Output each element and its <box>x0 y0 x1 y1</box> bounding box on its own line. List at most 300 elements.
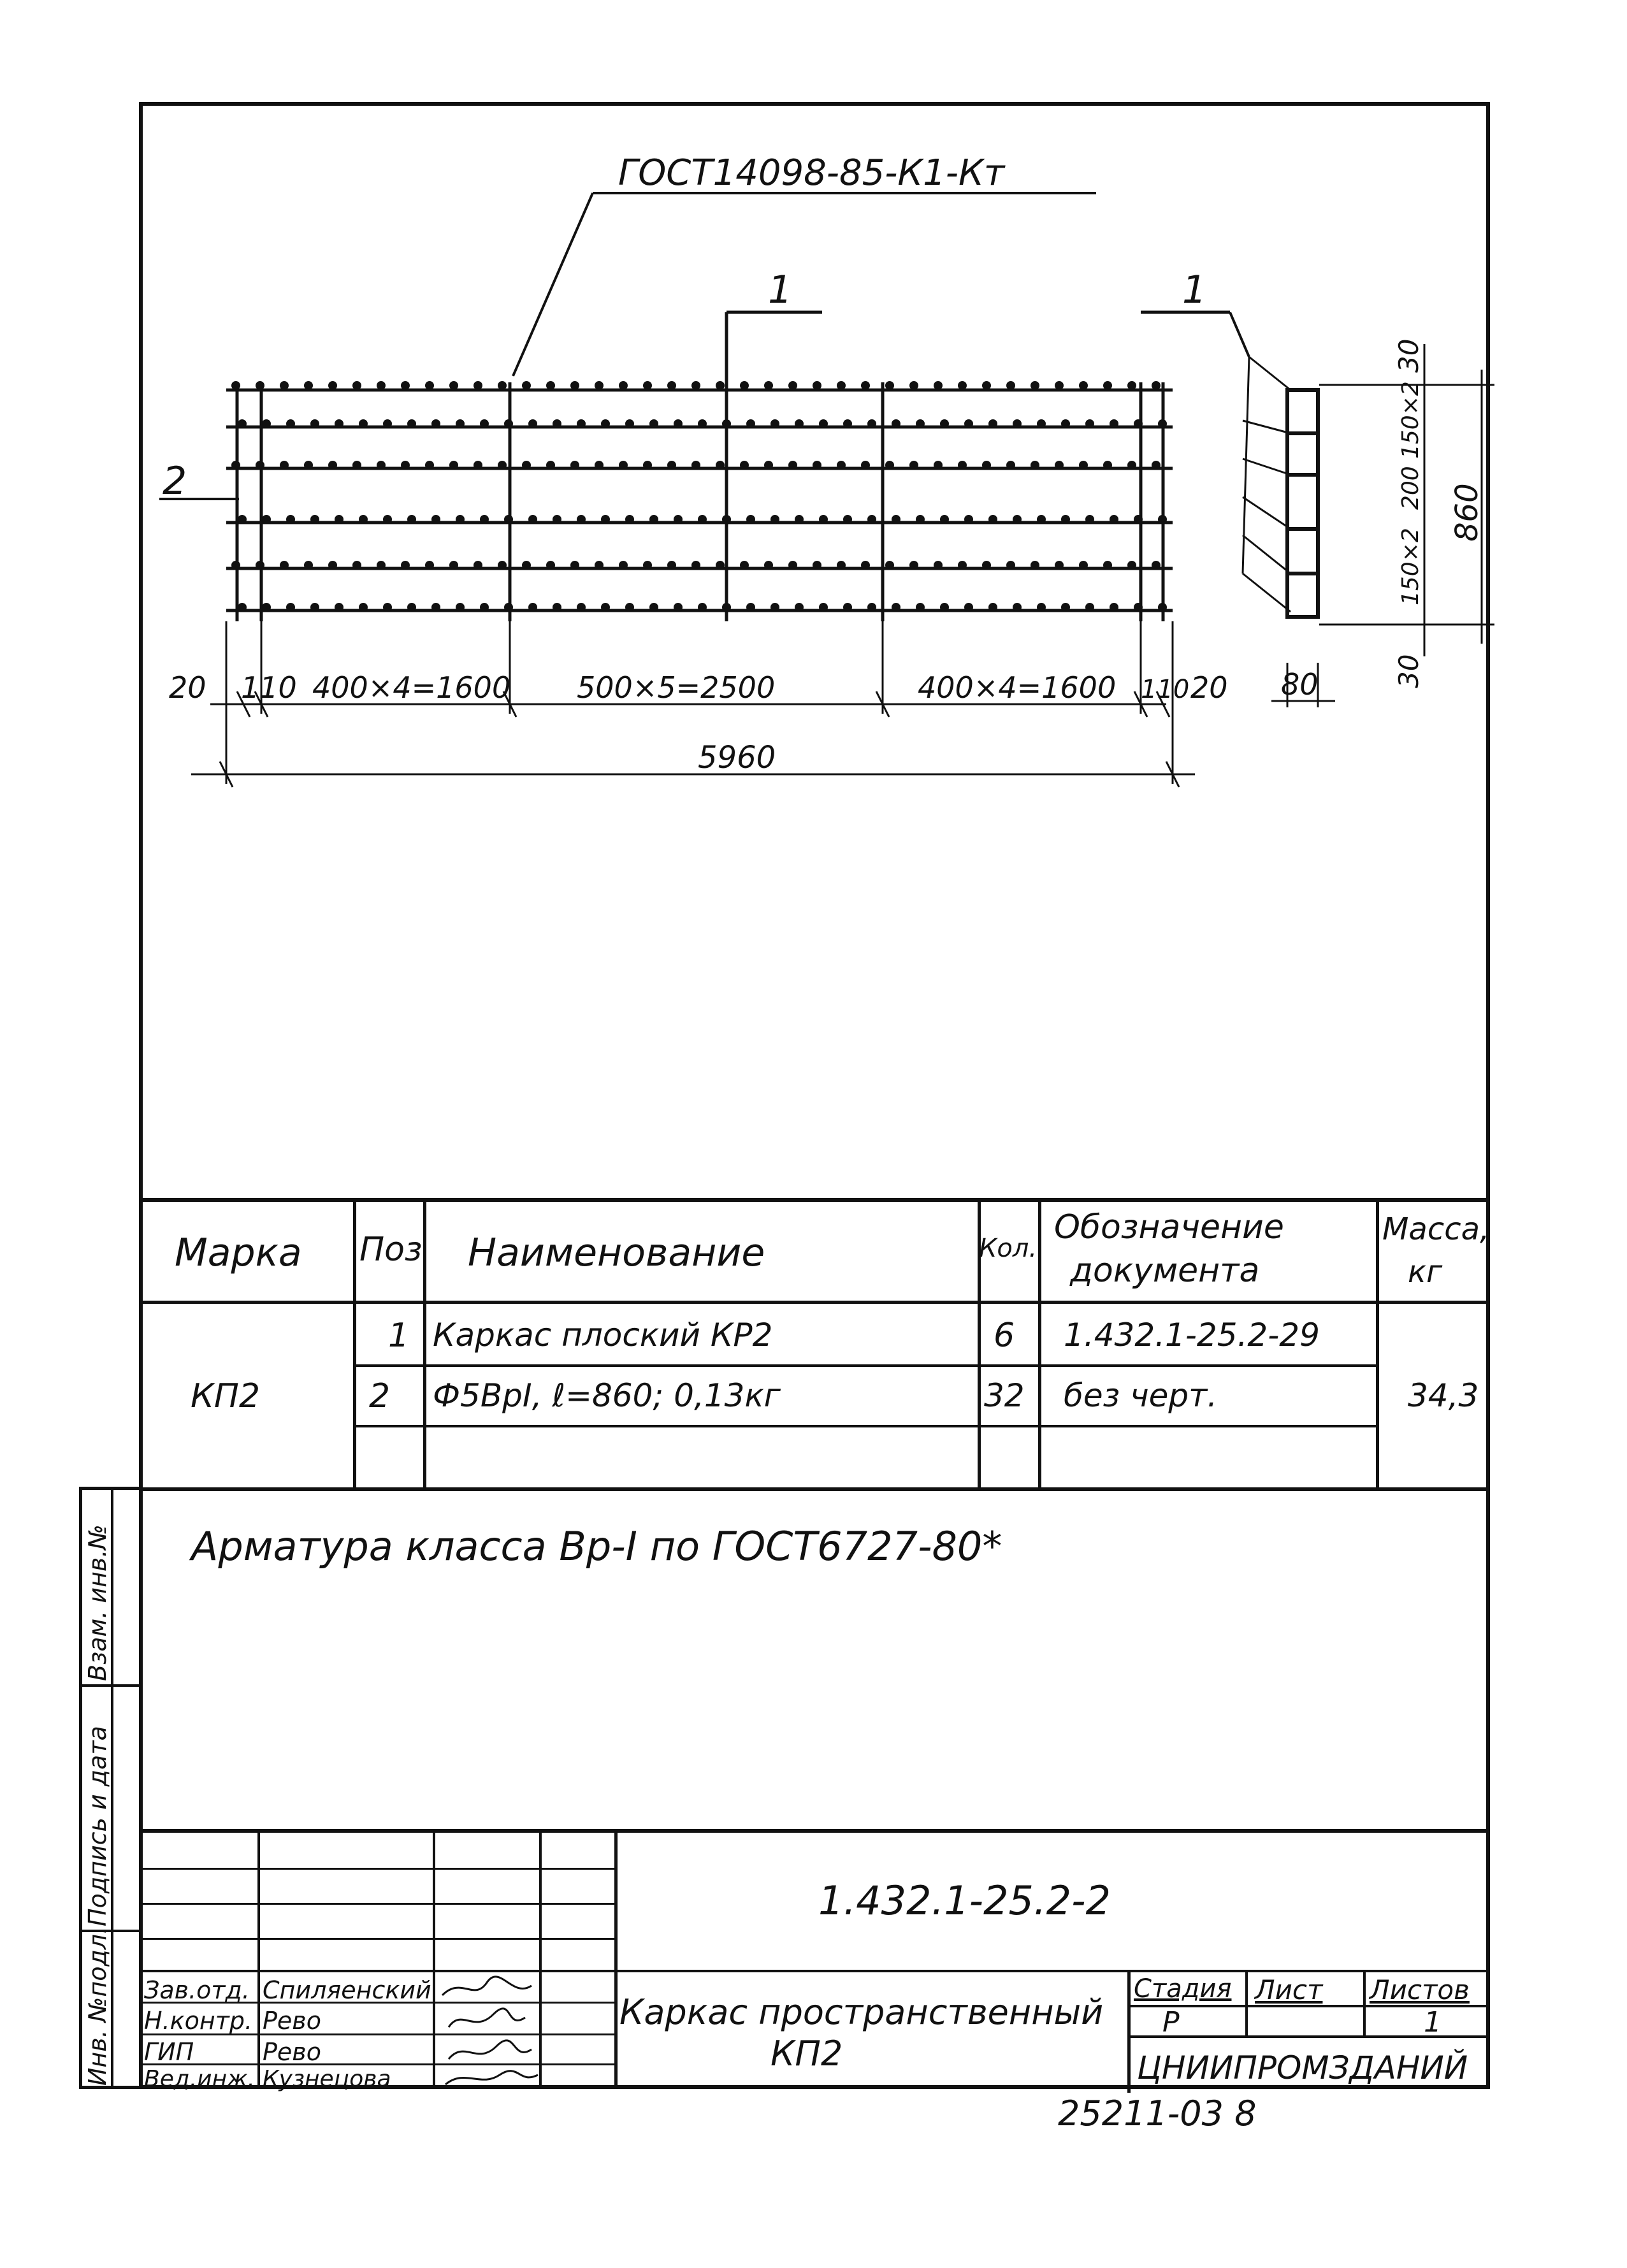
rebar-dot <box>522 381 531 390</box>
gost-label: ГОСТ14098-85-К1-Кт <box>618 152 1005 194</box>
rebar-dot <box>1127 381 1136 390</box>
rebar-dot <box>625 419 634 428</box>
rebar-dot <box>1037 603 1046 612</box>
rebar-dot <box>867 603 876 612</box>
rebar-dot <box>601 419 610 428</box>
rebar-dot <box>407 419 416 428</box>
rebar-dot <box>909 461 918 470</box>
row-2-name: Ф5ВрI, ℓ=860; 0,13кг <box>433 1377 781 1414</box>
rebar-dot <box>231 461 240 470</box>
rebar-dot <box>1158 603 1167 612</box>
rebar-dot <box>352 381 361 390</box>
rebar-dot <box>449 461 458 470</box>
signer-4-name: Кузнецова <box>263 2066 391 2092</box>
rebar-dot <box>861 561 870 570</box>
rebar-dot <box>256 461 264 470</box>
rebar-dot <box>746 515 755 524</box>
rebar-dot <box>940 515 949 524</box>
rebar-dot <box>528 603 537 612</box>
rebar-dot <box>238 603 247 612</box>
rebar-dot <box>1055 381 1064 390</box>
rebar-dot <box>674 515 683 524</box>
rebar-dot <box>885 561 894 570</box>
rebar-dot <box>425 381 434 390</box>
signer-1-role: Зав.отд. <box>144 1976 250 2004</box>
rebar-dot <box>916 603 925 612</box>
title-line2: КП2 <box>770 2033 843 2074</box>
rebar-dot <box>770 419 779 428</box>
dim-right-20: 20 <box>1190 670 1228 705</box>
dim-left-110: 110 <box>241 670 297 705</box>
rebar-dot <box>522 461 531 470</box>
rebar-dot <box>577 603 586 612</box>
rebar-dot <box>795 515 804 524</box>
rebar-dot <box>1103 461 1112 470</box>
rebar-dot <box>764 381 773 390</box>
row-1-doc: 1.432.1-25.2-29 <box>1064 1317 1320 1354</box>
list-label: Лист <box>1255 1974 1323 2005</box>
dim-left-20: 20 <box>169 670 206 705</box>
rebar-dot <box>377 561 386 570</box>
rebar-dot <box>667 381 676 390</box>
rebar-dot <box>722 419 731 428</box>
stadia-value: Р <box>1162 2006 1180 2039</box>
rebar-dot <box>425 461 434 470</box>
signer-2-role: Н.контр. <box>144 2007 253 2035</box>
header-pos: Поз <box>359 1231 423 1269</box>
rebar-dot <box>691 461 700 470</box>
rebar-dot <box>740 461 749 470</box>
rebar-dot <box>619 461 628 470</box>
rebar-dot <box>722 603 731 612</box>
rebar-dot <box>1055 561 1064 570</box>
rebar-dot <box>988 515 997 524</box>
rebar-dot <box>304 381 313 390</box>
row-1-qty: 6 <box>994 1317 1015 1355</box>
rebar-dot <box>456 419 465 428</box>
rebar-dot <box>819 419 828 428</box>
bottom-code: 25211-03 8 <box>1058 2093 1257 2134</box>
rebar-dot <box>553 419 561 428</box>
rebar-dot <box>1079 461 1088 470</box>
section-height: 860 <box>1449 483 1485 542</box>
rebar-dot <box>328 461 337 470</box>
rebar-dot <box>764 461 773 470</box>
rebar-dot <box>231 561 240 570</box>
rebar-dot <box>1061 515 1070 524</box>
rebar-dot <box>788 381 797 390</box>
rebar-dot <box>843 419 852 428</box>
row-2-qty: 32 <box>984 1377 1025 1414</box>
rebar-dot <box>359 515 368 524</box>
rebar-dot <box>528 515 537 524</box>
rebar-dot <box>1061 603 1070 612</box>
section-mark-1-left: 1 <box>768 268 793 312</box>
header-mass-line1: Масса, <box>1382 1211 1490 1247</box>
rebar-dot <box>1158 419 1167 428</box>
header-mass-line2: кг <box>1408 1254 1443 1290</box>
rebar-dot <box>377 461 386 470</box>
gost-leader-line <box>513 193 593 376</box>
rebar-dot <box>601 603 610 612</box>
rebar-dot <box>1030 381 1039 390</box>
rebar-dot <box>795 419 804 428</box>
rebar-dot <box>982 461 991 470</box>
rebar-dot <box>359 419 368 428</box>
rebar-dot <box>819 515 828 524</box>
section-dim-150x2-top: 150×2 <box>1398 381 1424 459</box>
rebar-dot <box>280 461 289 470</box>
rebar-dot <box>861 381 870 390</box>
plan-vertical-bars <box>237 382 1163 621</box>
rebar-dot <box>310 603 319 612</box>
rebar-dot <box>286 419 295 428</box>
rebar-dot <box>383 603 392 612</box>
rebar-dot <box>788 561 797 570</box>
rebar-dot <box>1085 419 1094 428</box>
rebar-dot <box>449 381 458 390</box>
rebar-dot <box>262 419 271 428</box>
reinforcement-drawing <box>0 0 1627 892</box>
rebar-dot <box>795 603 804 612</box>
rebar-dot <box>813 561 821 570</box>
rebar-dot <box>916 419 925 428</box>
rebar-dot <box>1152 461 1161 470</box>
rebar-dot <box>1152 381 1161 390</box>
rebar-dot <box>1013 515 1022 524</box>
section-mark-1-right: 1 <box>1182 268 1207 312</box>
rebar-dot <box>909 381 918 390</box>
rebar-dot <box>280 561 289 570</box>
rebar-dot <box>352 561 361 570</box>
dim-400x4-right: 400×4=1600 <box>918 670 1117 705</box>
rebar-dot <box>619 381 628 390</box>
rebar-dot <box>885 461 894 470</box>
row-1-pos: 1 <box>388 1317 410 1355</box>
rebar-dot <box>1110 419 1118 428</box>
rebar-dot <box>377 381 386 390</box>
rebar-dot <box>813 461 821 470</box>
rebar-dot <box>819 603 828 612</box>
plan-bar-dots <box>231 381 1167 612</box>
rebar-dot <box>431 515 440 524</box>
rebar-dot <box>722 515 731 524</box>
rebar-dot <box>770 603 779 612</box>
rebar-dot <box>643 381 652 390</box>
rebar-dot <box>861 461 870 470</box>
rebar-dot <box>504 419 513 428</box>
rebar-dot <box>619 561 628 570</box>
rebar-dot <box>474 561 482 570</box>
rebar-dot <box>528 419 537 428</box>
rebar-dot <box>716 381 725 390</box>
rebar-dot <box>1110 603 1118 612</box>
rebar-dot <box>1152 561 1161 570</box>
rebar-dot <box>667 561 676 570</box>
rebar-dot <box>504 603 513 612</box>
dim-total: 5960 <box>698 740 776 776</box>
rebar-dot <box>964 419 973 428</box>
rebar-dot <box>934 381 943 390</box>
listov-label: Листов <box>1370 1974 1470 2005</box>
rebar-dot <box>456 603 465 612</box>
rebar-dot <box>1085 515 1094 524</box>
signature-marks <box>436 1973 614 2091</box>
header-doc-line1: Обозначение <box>1054 1208 1284 1246</box>
rebar-dot <box>1085 603 1094 612</box>
rebar-dot <box>837 461 846 470</box>
dim-400x4-left: 400×4=1600 <box>312 670 511 705</box>
rebar-dot <box>1006 381 1015 390</box>
rebar-dot <box>431 419 440 428</box>
header-qty: Кол. <box>979 1234 1038 1263</box>
rebar-dot <box>401 461 410 470</box>
rebar-dot <box>335 419 343 428</box>
rebar-dot <box>401 561 410 570</box>
side-inv-podl: Инв. №подл. <box>83 1926 112 2086</box>
rebar-dot <box>570 561 579 570</box>
rebar-dot <box>625 603 634 612</box>
section-dim-200: 200 <box>1398 466 1424 510</box>
listov-value: 1 <box>1424 2006 1442 2039</box>
rebar-dot <box>940 603 949 612</box>
rebar-dot <box>982 561 991 570</box>
rebar-dot <box>570 381 579 390</box>
dim-right-110: 110 <box>1141 675 1190 704</box>
rebar-dot <box>335 603 343 612</box>
rebar-dot <box>522 561 531 570</box>
rebar-dot <box>958 381 967 390</box>
rebar-dot <box>746 603 755 612</box>
rebar-dot <box>940 419 949 428</box>
rebar-dot <box>280 381 289 390</box>
rebar-dot <box>577 419 586 428</box>
rebar-dot <box>1079 561 1088 570</box>
rebar-dot <box>958 461 967 470</box>
rebar-dot <box>553 515 561 524</box>
rebar-dot <box>892 603 900 612</box>
rebar-dot <box>1055 461 1064 470</box>
rebar-dot <box>643 561 652 570</box>
rebar-dot <box>837 381 846 390</box>
header-mark: Марка <box>175 1231 302 1275</box>
rebar-dot <box>788 461 797 470</box>
signer-2-name: Рево <box>263 2007 321 2035</box>
rebar-dot <box>310 419 319 428</box>
rebar-dot <box>595 381 604 390</box>
header-doc-line2: документа <box>1070 1252 1260 1290</box>
rebar-dot <box>746 419 755 428</box>
rebar-dot <box>625 515 634 524</box>
section-view <box>1287 390 1318 617</box>
rebar-dot <box>909 561 918 570</box>
rebar-dot <box>328 381 337 390</box>
mass-value: 34,3 <box>1408 1377 1479 1414</box>
rebar-dot <box>480 603 489 612</box>
rebar-dot <box>1127 561 1136 570</box>
signer-3-role: ГИП <box>144 2038 194 2066</box>
row-1-name: Каркас плоский КР2 <box>433 1317 773 1354</box>
section-width: 80 <box>1281 667 1319 702</box>
title-line1: Каркас пространственный <box>619 1992 1104 2032</box>
rebar-dot <box>982 381 991 390</box>
rebar-dot <box>480 515 489 524</box>
rebar-dot <box>359 603 368 612</box>
rebar-dot <box>504 515 513 524</box>
rebar-dot <box>1158 515 1167 524</box>
rebar-dot <box>431 603 440 612</box>
rebar-dot <box>674 603 683 612</box>
rebar-dot <box>934 461 943 470</box>
dim-500x5: 500×5=2500 <box>577 670 776 705</box>
signer-3-name: Рево <box>263 2038 321 2066</box>
signer-4-role: Вед.инж. <box>144 2066 255 2092</box>
rebar-dot <box>964 603 973 612</box>
rebar-dot <box>474 381 482 390</box>
rebar-dot <box>595 561 604 570</box>
spec-table <box>143 1198 1490 1491</box>
organization: ЦНИИПРОМЗДАНИЙ <box>1137 2049 1468 2086</box>
rebar-dot <box>958 561 967 570</box>
rebar-dot <box>407 603 416 612</box>
rebar-dot <box>1013 419 1022 428</box>
rebar-dot <box>262 515 271 524</box>
rebar-dot <box>691 561 700 570</box>
rebar-dot <box>1013 603 1022 612</box>
rebar-dot <box>498 381 507 390</box>
rebar-dot <box>867 515 876 524</box>
rebar-dot <box>304 561 313 570</box>
rebar-dot <box>456 515 465 524</box>
rebar-dot <box>286 515 295 524</box>
rebar-dot <box>740 561 749 570</box>
section-leaders <box>1243 357 1291 612</box>
rebar-dot <box>667 461 676 470</box>
rebar-dot <box>892 515 900 524</box>
row-2-doc: без черт. <box>1064 1377 1218 1414</box>
rebar-dot <box>310 515 319 524</box>
rebar-dot <box>837 561 846 570</box>
rebar-dot <box>546 461 555 470</box>
rebar-dot <box>1134 603 1143 612</box>
rebar-dot <box>716 561 725 570</box>
rebar-dot <box>740 381 749 390</box>
rebar-dot <box>843 603 852 612</box>
rebar-dot <box>546 381 555 390</box>
rebar-dot <box>383 515 392 524</box>
rebar-dot <box>934 561 943 570</box>
rebar-dot <box>764 561 773 570</box>
rebar-dot <box>256 381 264 390</box>
rebar-dot <box>1006 561 1015 570</box>
rebar-dot <box>425 561 434 570</box>
section-dim-150x2-bottom: 150×2 <box>1398 528 1424 605</box>
rebar-dot <box>256 561 264 570</box>
side-vzam-inv: Взам. инв.№ <box>83 1524 112 1681</box>
row-2-pos: 2 <box>369 1377 391 1415</box>
rebar-dot <box>1103 561 1112 570</box>
rebar-dot <box>674 419 683 428</box>
rebar-dot <box>698 419 707 428</box>
rebar-dot <box>498 461 507 470</box>
rebar-dot <box>1079 381 1088 390</box>
rebar-dot <box>498 561 507 570</box>
title-block <box>143 1829 1486 2092</box>
rebar-dot <box>407 515 416 524</box>
side-podpis-data: Подпись и дата <box>83 1726 112 1926</box>
rebar-dot <box>649 419 658 428</box>
rebar-dot <box>1030 561 1039 570</box>
bar-mark-2: 2 <box>163 459 187 503</box>
rebar-dot <box>716 461 725 470</box>
rebar-dot <box>1103 381 1112 390</box>
mark-value: КП2 <box>191 1377 261 1415</box>
rebar-dot <box>698 603 707 612</box>
rebar-dot <box>698 515 707 524</box>
rebar-dot <box>570 461 579 470</box>
rebar-dot <box>335 515 343 524</box>
rebar-dot <box>595 461 604 470</box>
rebar-dot <box>1006 461 1015 470</box>
rebar-dot <box>449 561 458 570</box>
rebar-dot <box>1110 515 1118 524</box>
signer-1-name: Спиляенский <box>263 1976 431 2004</box>
rebar-dot <box>352 461 361 470</box>
rebar-dot <box>892 419 900 428</box>
rebar-dot <box>885 381 894 390</box>
rebar-dot <box>813 381 821 390</box>
rebar-dot <box>916 515 925 524</box>
rebar-dot <box>328 561 337 570</box>
rebar-dot <box>964 515 973 524</box>
rebar-dot <box>401 381 410 390</box>
rebar-dot <box>238 419 247 428</box>
rebar-dot <box>1127 461 1136 470</box>
side-stamp <box>79 1487 143 2089</box>
reinforcement-note: Арматура класса Вр-I по ГОСТ6727-80* <box>191 1523 1002 1570</box>
rebar-dot <box>231 381 240 390</box>
rebar-dot <box>988 419 997 428</box>
rebar-dot <box>649 603 658 612</box>
rebar-dot <box>1134 419 1143 428</box>
rebar-dot <box>383 419 392 428</box>
section-dim-30-bottom: 30 <box>1393 654 1424 688</box>
rebar-dot <box>577 515 586 524</box>
rebar-dot <box>601 515 610 524</box>
rebar-dot <box>1037 515 1046 524</box>
rebar-dot <box>1030 461 1039 470</box>
rebar-dot <box>238 515 247 524</box>
rebar-dot <box>1134 515 1143 524</box>
rebar-dot <box>649 515 658 524</box>
rebar-dot <box>474 461 482 470</box>
document-code: 1.432.1-25.2-2 <box>818 1877 1111 1924</box>
rebar-dot <box>988 603 997 612</box>
rebar-dot <box>546 561 555 570</box>
rebar-dot <box>643 461 652 470</box>
rebar-dot <box>770 515 779 524</box>
rebar-dot <box>262 603 271 612</box>
header-name: Наименование <box>468 1231 765 1275</box>
rebar-dot <box>480 419 489 428</box>
rebar-dot <box>553 603 561 612</box>
rebar-dot <box>1037 419 1046 428</box>
rebar-dot <box>1061 419 1070 428</box>
rebar-dot <box>286 603 295 612</box>
rebar-dot <box>843 515 852 524</box>
rebar-dot <box>867 419 876 428</box>
section-dim-30-top: 30 <box>1393 338 1424 373</box>
